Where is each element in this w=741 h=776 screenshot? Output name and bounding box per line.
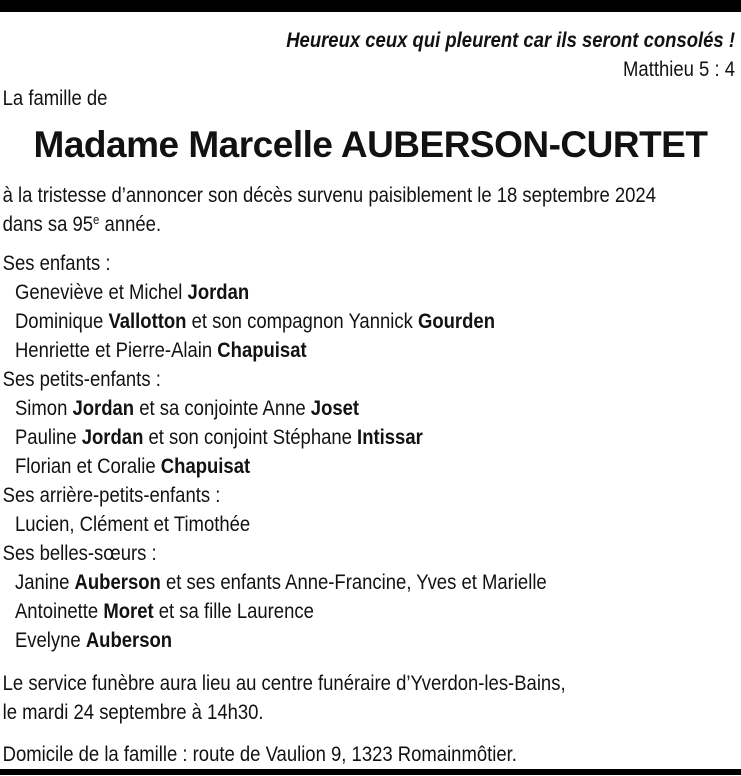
family-surname: Joset <box>310 397 360 420</box>
text-run: Dominique <box>14 310 109 333</box>
death-announcement <box>0 181 656 239</box>
family-surname: Auberson <box>74 571 161 594</box>
text-run: et sa conjointe Anne <box>134 397 311 420</box>
family-surname: Intissar <box>357 426 423 449</box>
text-run: année. <box>99 213 162 236</box>
scripture-block <box>0 26 741 84</box>
family-surname: Jordan <box>187 281 250 304</box>
text-run: dans sa 95 <box>2 213 94 236</box>
text-run: Simon <box>14 397 73 420</box>
text-run: Janine <box>14 571 75 594</box>
funeral-service-info <box>0 669 652 727</box>
text-run: Lucien, Clément et Timothée <box>14 513 251 536</box>
family-member-line <box>3 278 652 307</box>
deceased-name: Madame Marcelle AUBERSON-CURTET <box>33 124 708 165</box>
service-line-1: Le service funèbre aura lieu au centre funéraire d’Yverdon-les-Bains, <box>2 672 566 695</box>
family-surname: Chapuisat <box>217 339 307 362</box>
text-run: Pauline <box>14 426 82 449</box>
family-surname: Chapuisat <box>160 455 251 478</box>
text-run: Evelyne <box>14 629 86 652</box>
text-run: e <box>93 212 100 227</box>
family-surname: Jordan <box>81 426 144 449</box>
scripture-reference: Matthieu 5 : 4 <box>623 58 735 81</box>
text-run: Geneviève et Michel <box>14 281 188 304</box>
text-run: et ses enfants Anne-Francine, Yves et Marielle <box>160 571 547 594</box>
family-surname: Gourden <box>417 310 495 333</box>
notice-content <box>0 12 741 769</box>
text-run: Florian et Coralie <box>14 455 161 478</box>
family-surname: Jordan <box>72 397 135 420</box>
family-list <box>0 249 652 655</box>
relation-group-header: Ses arrière-petits-enfants : <box>2 484 221 507</box>
service-line-2: le mardi 24 septembre à 14h30. <box>2 701 264 724</box>
announcement-line-2 <box>3 210 652 239</box>
scripture-quote: Heureux ceux qui pleurent car ils seront consolés ! <box>286 29 735 52</box>
family-surname: Moret <box>103 600 154 623</box>
family-surname: Vallotton <box>108 310 187 333</box>
relation-group-header: Ses belles-sœurs : <box>2 542 157 565</box>
family-residence: Domicile de la famille : route de Vaulion 9, 1323 Romainmôtier. <box>2 743 517 766</box>
family-member-line <box>3 452 652 481</box>
text-run: Antoinette <box>14 600 104 623</box>
family-member-line <box>3 423 652 452</box>
bottom-rule <box>0 769 741 775</box>
family-member-line <box>3 568 652 597</box>
text-run: Henriette et Pierre-Alain <box>14 339 218 362</box>
family-member-line <box>3 597 652 626</box>
relation-group-header: Ses enfants : <box>2 252 111 275</box>
text-run: et son conjoint Stéphane <box>143 426 358 449</box>
family-member-line <box>3 626 652 655</box>
family-member-line <box>3 510 652 539</box>
intro-line: La famille de <box>2 87 108 110</box>
family-member-line <box>3 394 652 423</box>
text-run: et sa fille Laurence <box>153 600 314 623</box>
family-surname: Auberson <box>85 629 173 652</box>
top-rule <box>0 0 741 12</box>
text-run: et son compagnon Yannick <box>186 310 418 333</box>
family-member-line <box>3 307 652 336</box>
family-member-line <box>3 336 652 365</box>
announcement-line-1: à la tristesse d’annoncer son décès survenu paisiblement le 18 septembre 2024 <box>2 184 656 207</box>
relation-group-header: Ses petits-enfants : <box>2 368 161 391</box>
